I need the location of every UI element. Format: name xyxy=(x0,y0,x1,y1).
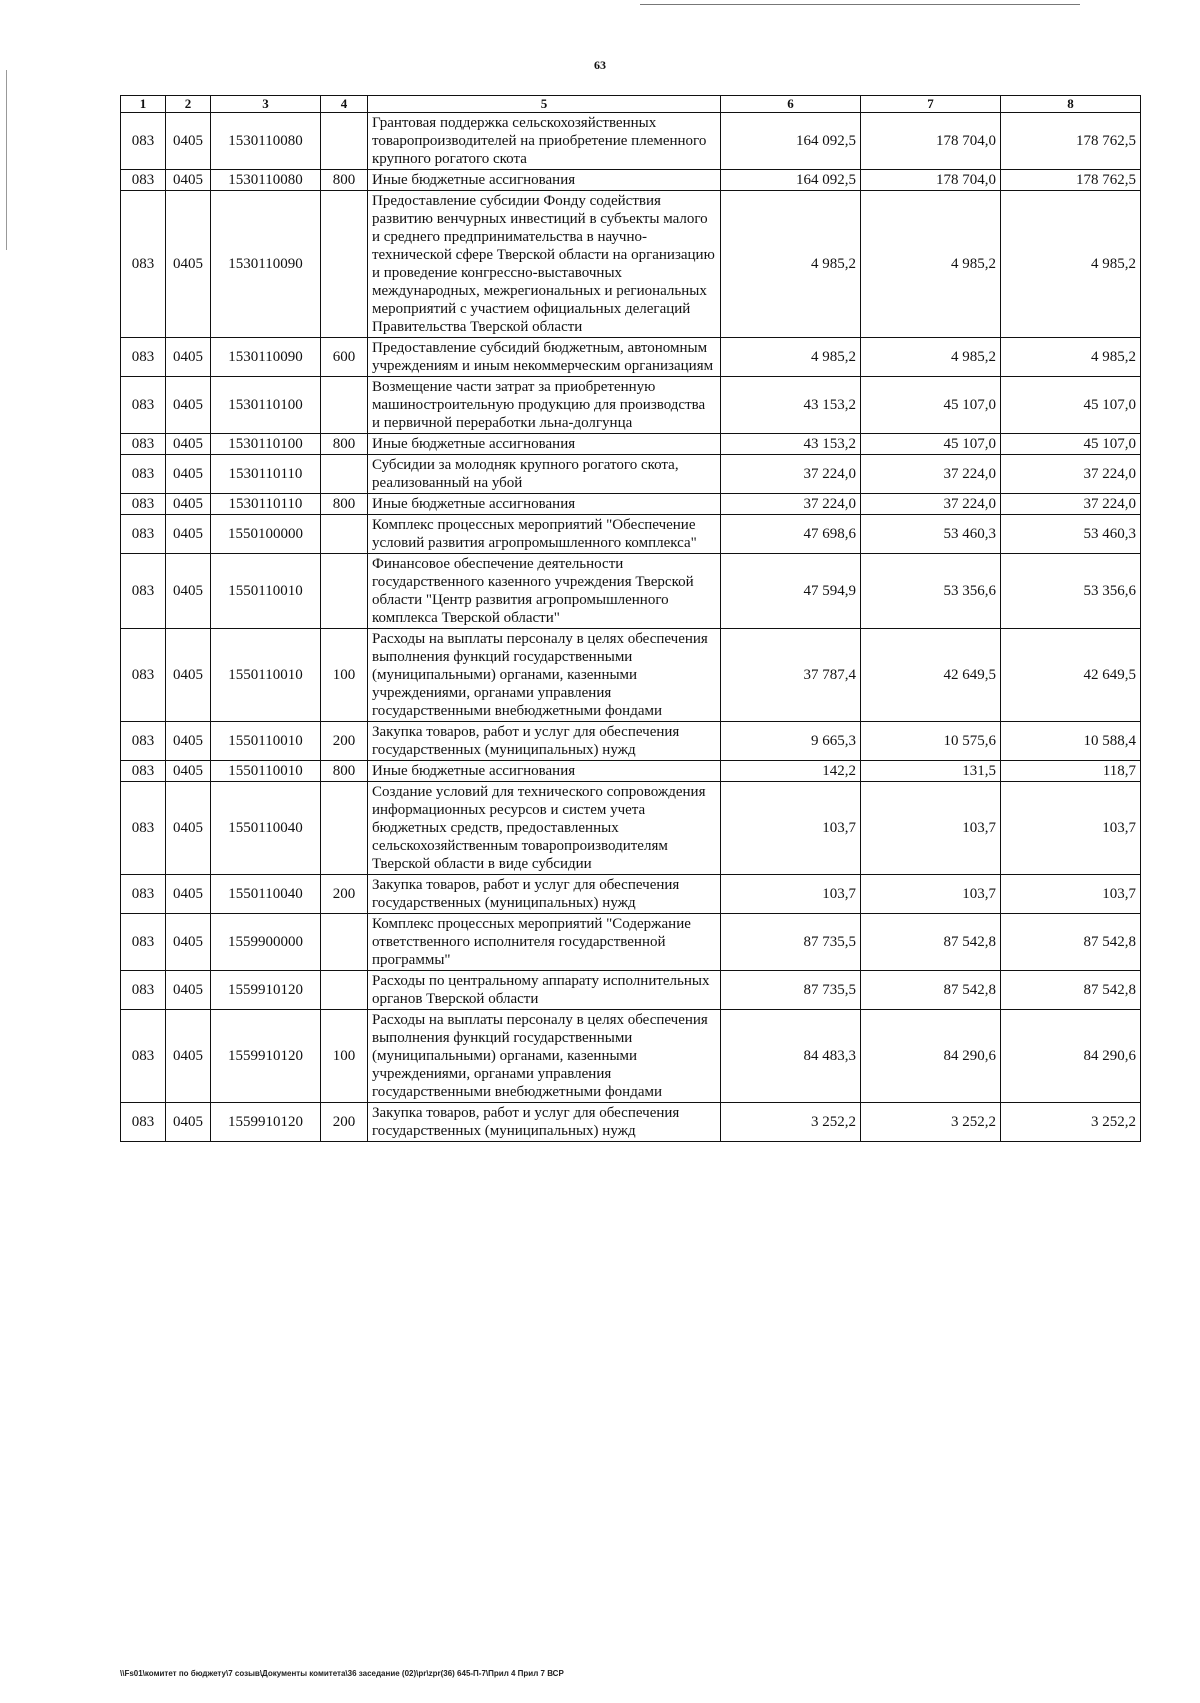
cell-c6: 43 153,2 xyxy=(721,376,861,433)
cell-c1: 083 xyxy=(121,169,166,190)
table-row xyxy=(121,514,1141,553)
cell-c2: 0405 xyxy=(166,874,211,913)
cell-c8: 53 460,3 xyxy=(1001,514,1141,553)
side-scan-mark xyxy=(6,70,7,250)
table-row xyxy=(121,376,1141,433)
cell-c6: 164 092,5 xyxy=(721,169,861,190)
cell-c4 xyxy=(321,553,368,628)
cell-c2: 0405 xyxy=(166,970,211,1009)
cell-c4: 200 xyxy=(321,1102,368,1141)
cell-c6: 37 787,4 xyxy=(721,628,861,721)
cell-c4 xyxy=(321,970,368,1009)
cell-c8: 118,7 xyxy=(1001,760,1141,781)
cell-c4: 800 xyxy=(321,493,368,514)
table-row xyxy=(121,760,1141,781)
header-row xyxy=(121,96,1141,113)
cell-c5: Иные бюджетные ассигнования xyxy=(368,760,721,781)
cell-c8: 10 588,4 xyxy=(1001,721,1141,760)
header-col-3: 3 xyxy=(211,96,321,113)
cell-c1: 083 xyxy=(121,514,166,553)
cell-c2: 0405 xyxy=(166,913,211,970)
cell-c5: Возмещение части затрат за приобретенную машиностроительную продукцию для производства и первичной переработки льна-долгунца xyxy=(368,376,721,433)
table-row xyxy=(121,874,1141,913)
header-col-4: 4 xyxy=(321,96,368,113)
cell-c4: 800 xyxy=(321,760,368,781)
cell-c3: 1530110110 xyxy=(211,454,321,493)
cell-c8: 84 290,6 xyxy=(1001,1009,1141,1102)
cell-c5: Закупка товаров, работ и услуг для обеспечения государственных (муниципальных) нужд xyxy=(368,721,721,760)
cell-c1: 083 xyxy=(121,781,166,874)
cell-c5: Финансовое обеспечение деятельности государственного казенного учреждения Тверской области "Центр развития агропромышленного комплекса Тверской области" xyxy=(368,553,721,628)
cell-c2: 0405 xyxy=(166,514,211,553)
cell-c8: 103,7 xyxy=(1001,781,1141,874)
header-col-5: 5 xyxy=(368,96,721,113)
cell-c6: 87 735,5 xyxy=(721,970,861,1009)
cell-c7: 103,7 xyxy=(861,874,1001,913)
cell-c1: 083 xyxy=(121,913,166,970)
table-row xyxy=(121,1009,1141,1102)
cell-c7: 53 356,6 xyxy=(861,553,1001,628)
cell-c7: 87 542,8 xyxy=(861,913,1001,970)
cell-c1: 083 xyxy=(121,1009,166,1102)
cell-c7: 84 290,6 xyxy=(861,1009,1001,1102)
cell-c8: 103,7 xyxy=(1001,874,1141,913)
cell-c1: 083 xyxy=(121,376,166,433)
cell-c5: Расходы на выплаты персоналу в целях обеспечения выполнения функций государственными (муниципальными) органами, казенными учреждениями, органами управления государственными внебюджетными фондами xyxy=(368,1009,721,1102)
cell-c5: Субсидии за молодняк крупного рогатого скота, реализованный на убой xyxy=(368,454,721,493)
cell-c3: 1559900000 xyxy=(211,913,321,970)
cell-c3: 1559910120 xyxy=(211,970,321,1009)
table-row xyxy=(121,1102,1141,1141)
cell-c2: 0405 xyxy=(166,721,211,760)
cell-c4: 600 xyxy=(321,337,368,376)
cell-c6: 47 594,9 xyxy=(721,553,861,628)
cell-c5: Закупка товаров, работ и услуг для обеспечения государственных (муниципальных) нужд xyxy=(368,874,721,913)
table-row xyxy=(121,112,1141,169)
table-row xyxy=(121,781,1141,874)
cell-c4 xyxy=(321,913,368,970)
cell-c2: 0405 xyxy=(166,337,211,376)
cell-c8: 37 224,0 xyxy=(1001,493,1141,514)
cell-c3: 1530110080 xyxy=(211,169,321,190)
cell-c6: 103,7 xyxy=(721,781,861,874)
cell-c4: 800 xyxy=(321,433,368,454)
cell-c1: 083 xyxy=(121,553,166,628)
cell-c1: 083 xyxy=(121,454,166,493)
cell-c7: 178 704,0 xyxy=(861,112,1001,169)
header-col-2: 2 xyxy=(166,96,211,113)
cell-c5: Иные бюджетные ассигнования xyxy=(368,169,721,190)
top-scan-rule xyxy=(640,4,1080,5)
cell-c6: 4 985,2 xyxy=(721,190,861,337)
cell-c2: 0405 xyxy=(166,376,211,433)
cell-c7: 4 985,2 xyxy=(861,337,1001,376)
table-body xyxy=(121,112,1141,1141)
cell-c6: 37 224,0 xyxy=(721,493,861,514)
cell-c7: 178 704,0 xyxy=(861,169,1001,190)
cell-c5: Предоставление субсидии Фонду содействия развитию венчурных инвестиций в субъекты малого и среднего предпринимательства в научно-технической сфере Тверской области на организацию и проведение конгрессно-выставочных международных, межрегиональных и региональных мероприятий с участием официальных делегаций Правительства Тверской области xyxy=(368,190,721,337)
cell-c3: 1530110080 xyxy=(211,112,321,169)
cell-c7: 131,5 xyxy=(861,760,1001,781)
cell-c1: 083 xyxy=(121,337,166,376)
table-row xyxy=(121,454,1141,493)
cell-c4 xyxy=(321,376,368,433)
table-row xyxy=(121,433,1141,454)
cell-c3: 1550110040 xyxy=(211,781,321,874)
cell-c7: 4 985,2 xyxy=(861,190,1001,337)
cell-c6: 87 735,5 xyxy=(721,913,861,970)
cell-c3: 1550110010 xyxy=(211,760,321,781)
cell-c7: 87 542,8 xyxy=(861,970,1001,1009)
cell-c1: 083 xyxy=(121,760,166,781)
table-row xyxy=(121,913,1141,970)
cell-c2: 0405 xyxy=(166,112,211,169)
budget-table xyxy=(120,95,1141,1142)
header-col-8: 8 xyxy=(1001,96,1141,113)
cell-c1: 083 xyxy=(121,874,166,913)
cell-c3: 1550110040 xyxy=(211,874,321,913)
cell-c7: 10 575,6 xyxy=(861,721,1001,760)
cell-c4 xyxy=(321,454,368,493)
cell-c1: 083 xyxy=(121,112,166,169)
cell-c3: 1550110010 xyxy=(211,553,321,628)
cell-c8: 4 985,2 xyxy=(1001,337,1141,376)
cell-c8: 178 762,5 xyxy=(1001,169,1141,190)
table-row xyxy=(121,493,1141,514)
table-row xyxy=(121,628,1141,721)
cell-c3: 1550100000 xyxy=(211,514,321,553)
cell-c8: 53 356,6 xyxy=(1001,553,1141,628)
cell-c4: 200 xyxy=(321,874,368,913)
table-header xyxy=(121,96,1141,113)
cell-c5: Иные бюджетные ассигнования xyxy=(368,433,721,454)
cell-c8: 87 542,8 xyxy=(1001,913,1141,970)
cell-c8: 4 985,2 xyxy=(1001,190,1141,337)
cell-c7: 45 107,0 xyxy=(861,433,1001,454)
cell-c4 xyxy=(321,112,368,169)
cell-c6: 43 153,2 xyxy=(721,433,861,454)
cell-c3: 1530110090 xyxy=(211,337,321,376)
cell-c7: 37 224,0 xyxy=(861,454,1001,493)
cell-c3: 1530110100 xyxy=(211,376,321,433)
page-number: 63 xyxy=(594,58,606,72)
cell-c4 xyxy=(321,190,368,337)
cell-c7: 42 649,5 xyxy=(861,628,1001,721)
cell-c5: Иные бюджетные ассигнования xyxy=(368,493,721,514)
cell-c6: 103,7 xyxy=(721,874,861,913)
cell-c6: 4 985,2 xyxy=(721,337,861,376)
cell-c2: 0405 xyxy=(166,190,211,337)
table-row xyxy=(121,553,1141,628)
cell-c7: 37 224,0 xyxy=(861,493,1001,514)
header-col-7: 7 xyxy=(861,96,1001,113)
cell-c1: 083 xyxy=(121,970,166,1009)
cell-c7: 53 460,3 xyxy=(861,514,1001,553)
cell-c5: Создание условий для технического сопровождения информационных ресурсов и систем учета бюджетных средств, предоставленных сельскохозяйственным товаропроизводителям Тверской области в виде субсидии xyxy=(368,781,721,874)
cell-c6: 9 665,3 xyxy=(721,721,861,760)
cell-c7: 3 252,2 xyxy=(861,1102,1001,1141)
cell-c5: Расходы на выплаты персоналу в целях обеспечения выполнения функций государственными (муниципальными) органами, казенными учреждениями, органами управления государственными внебюджетными фондами xyxy=(368,628,721,721)
cell-c4: 100 xyxy=(321,1009,368,1102)
cell-c3: 1559910120 xyxy=(211,1009,321,1102)
cell-c1: 083 xyxy=(121,190,166,337)
cell-c1: 083 xyxy=(121,1102,166,1141)
header-col-1: 1 xyxy=(121,96,166,113)
cell-c4: 800 xyxy=(321,169,368,190)
cell-c6: 47 698,6 xyxy=(721,514,861,553)
cell-c5: Грантовая поддержка сельскохозяйственных товаропроизводителей на приобретение племенного крупного рогатого скота xyxy=(368,112,721,169)
cell-c2: 0405 xyxy=(166,493,211,514)
table-row xyxy=(121,721,1141,760)
cell-c3: 1530110100 xyxy=(211,433,321,454)
cell-c2: 0405 xyxy=(166,454,211,493)
cell-c8: 42 649,5 xyxy=(1001,628,1141,721)
cell-c2: 0405 xyxy=(166,760,211,781)
cell-c8: 45 107,0 xyxy=(1001,376,1141,433)
cell-c5: Предоставление субсидий бюджетным, автономным учреждениям и иным некоммерческим организациям xyxy=(368,337,721,376)
cell-c6: 84 483,3 xyxy=(721,1009,861,1102)
cell-c2: 0405 xyxy=(166,553,211,628)
cell-c3: 1530110090 xyxy=(211,190,321,337)
table-row xyxy=(121,970,1141,1009)
cell-c2: 0405 xyxy=(166,169,211,190)
cell-c4 xyxy=(321,514,368,553)
cell-c2: 0405 xyxy=(166,1009,211,1102)
cell-c5: Комплекс процессных мероприятий "Содержание ответственного исполнителя государственной программы" xyxy=(368,913,721,970)
cell-c1: 083 xyxy=(121,628,166,721)
cell-c8: 45 107,0 xyxy=(1001,433,1141,454)
cell-c1: 083 xyxy=(121,433,166,454)
cell-c3: 1530110110 xyxy=(211,493,321,514)
cell-c5: Закупка товаров, работ и услуг для обеспечения государственных (муниципальных) нужд xyxy=(368,1102,721,1141)
footer-file-path: \\Fs01\комитет по бюджету\7 созыв\Документы комитета\36 заседание (02)\pr\zpr(36) 645-П-7\Прил 4 Прил 7 ВСР xyxy=(120,1669,564,1678)
cell-c8: 87 542,8 xyxy=(1001,970,1141,1009)
cell-c3: 1559910120 xyxy=(211,1102,321,1141)
cell-c4: 100 xyxy=(321,628,368,721)
cell-c2: 0405 xyxy=(166,433,211,454)
cell-c3: 1550110010 xyxy=(211,628,321,721)
header-col-6: 6 xyxy=(721,96,861,113)
cell-c8: 3 252,2 xyxy=(1001,1102,1141,1141)
cell-c6: 142,2 xyxy=(721,760,861,781)
table-row xyxy=(121,337,1141,376)
cell-c6: 37 224,0 xyxy=(721,454,861,493)
cell-c1: 083 xyxy=(121,493,166,514)
cell-c8: 37 224,0 xyxy=(1001,454,1141,493)
cell-c3: 1550110010 xyxy=(211,721,321,760)
cell-c2: 0405 xyxy=(166,781,211,874)
cell-c6: 164 092,5 xyxy=(721,112,861,169)
cell-c7: 45 107,0 xyxy=(861,376,1001,433)
table-row xyxy=(121,169,1141,190)
cell-c8: 178 762,5 xyxy=(1001,112,1141,169)
cell-c5: Расходы по центральному аппарату исполнительных органов Тверской области xyxy=(368,970,721,1009)
cell-c2: 0405 xyxy=(166,1102,211,1141)
cell-c4: 200 xyxy=(321,721,368,760)
cell-c7: 103,7 xyxy=(861,781,1001,874)
cell-c6: 3 252,2 xyxy=(721,1102,861,1141)
cell-c1: 083 xyxy=(121,721,166,760)
cell-c2: 0405 xyxy=(166,628,211,721)
cell-c5: Комплекс процессных мероприятий "Обеспечение условий развития агропромышленного комплекса" xyxy=(368,514,721,553)
table-row xyxy=(121,190,1141,337)
cell-c4 xyxy=(321,781,368,874)
